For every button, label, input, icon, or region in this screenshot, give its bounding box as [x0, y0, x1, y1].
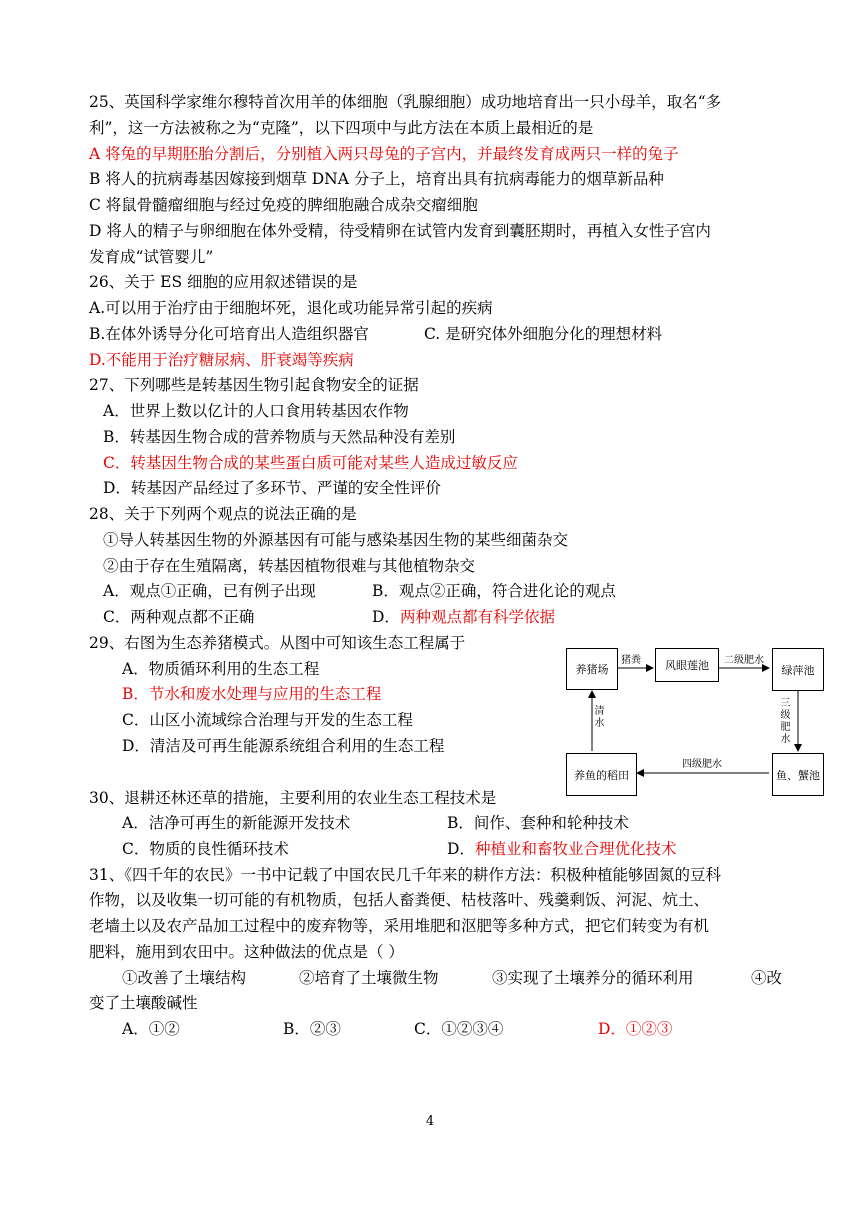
q31-statement-1: ①改善了土壤结构 — [122, 969, 247, 987]
node-lotus-pond: 风眼莲池 — [655, 648, 719, 682]
q25-stem-line1: 25、英国科学家维尔穆特首次用羊的体细胞（乳腺细胞）成功地培育出一只小母羊，取名“多 — [89, 93, 722, 111]
q26-stem: 26、关于 ES 细胞的应用叙述错误的是 — [89, 273, 358, 291]
q31-statement-4-part2: 变了土壤酸碱性 — [89, 994, 198, 1012]
q30-option-d-answer: 种植业和畜牧业合理优化技术 — [474, 840, 677, 858]
label-level3-water: 三级肥水 — [780, 698, 791, 745]
label-clean-water: 清水 — [594, 706, 605, 729]
eco-pig-farming-diagram — [564, 648, 826, 798]
q31-statement-4-part1: ④改 — [751, 969, 783, 987]
label-level2-water: 二级肥水 — [724, 655, 764, 666]
q26-option-d-answer: D.不能用于治疗糖尿病、肝衰竭等疾病 — [89, 351, 354, 369]
q30-option-d-prefix: D． — [447, 840, 475, 858]
q28-option-a: A．观点①正确，已有例子出现 — [103, 582, 316, 600]
q25-stem-line2: 利”，这一方法被称之为“克隆”，以下四项中与此方法在本质上最相近的是 — [89, 119, 594, 137]
q26-option-c: C. 是研究体外细胞分化的理想材料 — [424, 325, 663, 343]
q31-option-c: C．①②③④ — [414, 1020, 504, 1038]
q29-stem: 29、右图为生态养猪模式。从图中可知该生态工程属于 — [89, 634, 466, 652]
q29-option-a: A．物质循环利用的生态工程 — [122, 660, 320, 678]
q28-stem: 28、关于下列两个观点的说法正确的是 — [89, 505, 357, 523]
q29-option-d: D．清洁及可再生能源系统组合利用的生态工程 — [122, 737, 445, 755]
q28-option-d-answer: 两种观点都有科学依据 — [399, 608, 555, 626]
q28-option-d-prefix: D． — [372, 608, 400, 626]
q27-stem: 27、下列哪些是转基因生物引起食物安全的证据 — [89, 376, 419, 394]
q31-stem-line1: 31、《四千年的农民》一书中记载了中国农民几千年来的耕作方法：积极种植能够固氮的豆科 — [89, 866, 721, 884]
q31-stem-line3: 老墙土以及农产品加工过程中的废弃物等，采用堆肥和沤肥等多种方式，把它们转变为有机 — [89, 917, 710, 935]
node-pig-farm: 养猪场 — [566, 648, 618, 690]
q31-option-b: B．②③ — [283, 1020, 341, 1038]
node-rice-paddy: 养鱼的稻田 — [566, 753, 637, 796]
q28-point-1: ①导人转基因生物的外源基因有可能与感染基因生物的某些细菌杂交 — [103, 531, 569, 549]
q30-option-b: B．间作、套种和轮种技术 — [447, 814, 629, 832]
q25-option-d-line1: D 将人的精子与卵细胞在体外受精，待受精卵在试管内发育到囊胚期时，再植入女性子宫内 — [89, 222, 711, 240]
q25-option-a-answer: A 将兔的早期胚胎分割后，分别植入两只母兔的子宫内，并最终发育成两只一样的兔子 — [89, 145, 679, 163]
q28-option-c: C．两种观点都不正确 — [103, 608, 255, 626]
q28-point-2: ②由于存在生殖隔离，转基因植物很难与其他植物杂交 — [103, 557, 476, 575]
q31-statement-2: ②培育了土壤微生物 — [299, 969, 439, 987]
label-level4-water: 四级肥水 — [682, 759, 722, 770]
q27-option-d: D．转基因产品经过了多环节、严谨的安全性评价 — [103, 479, 441, 497]
q29-option-b-answer: B．节水和废水处理与应用的生态工程 — [122, 685, 382, 703]
q31-stem-line2: 作物，以及收集一切可能的有机物质，包括人畜粪便、枯枝落叶、残羹剩饭、河泥、炕土、 — [89, 891, 710, 909]
q29-option-c: C．山区小流域综合治理与开发的生态工程 — [122, 711, 413, 729]
q27-option-b: B．转基因生物合成的营养物质与天然品种没有差别 — [103, 428, 456, 446]
q31-stem-line4: 肥料，施用到农田中。这种做法的优点是（ ） — [89, 943, 404, 961]
q27-option-c-answer: C．转基因生物合成的某些蛋白质可能对某些人造成过敏反应 — [103, 454, 518, 472]
q30-option-c: C．物质的良性循环技术 — [122, 840, 289, 858]
q27-option-a: A．世界上数以亿计的人口食用转基因农作物 — [103, 402, 409, 420]
label-pig-manure: 猪粪 — [621, 655, 641, 666]
q26-option-b: B.在体外诱导分化可培育出人造组织器官 — [89, 325, 369, 343]
q26-option-a: A.可以用于治疗由于细胞坏死，退化或功能异常引起的疾病 — [89, 299, 493, 317]
q25-option-c: C 将鼠骨髓瘤细胞与经过免疫的脾细胞融合成杂交瘤细胞 — [89, 196, 478, 214]
page-number: 4 — [425, 1114, 435, 1129]
node-algae-pond: 绿萍池 — [772, 648, 824, 691]
q30-option-d — [447, 838, 676, 860]
q31-option-d-answer: D．①②③ — [598, 1020, 673, 1038]
q31-statement-3: ③实现了土壤养分的循环利用 — [492, 969, 694, 987]
q30-stem: 30、退耕还林还草的措施，主要利用的农业生态工程技术是 — [89, 789, 497, 807]
q25-option-b: B 将人的抗病毒基因嫁接到烟草 DNA 分子上，培育出具有抗病毒能力的烟草新品种 — [89, 170, 664, 188]
q30-option-a: A．洁净可再生的新能源开发技术 — [122, 814, 351, 832]
q31-option-a: A．①② — [122, 1020, 180, 1038]
q28-option-b: B．观点②正确，符合进化论的观点 — [372, 582, 616, 600]
node-fish-crab-pond: 鱼、蟹池 — [772, 753, 824, 796]
q28-option-d — [372, 606, 555, 628]
q25-option-d-line2: 发育成“试管婴儿” — [89, 248, 214, 266]
